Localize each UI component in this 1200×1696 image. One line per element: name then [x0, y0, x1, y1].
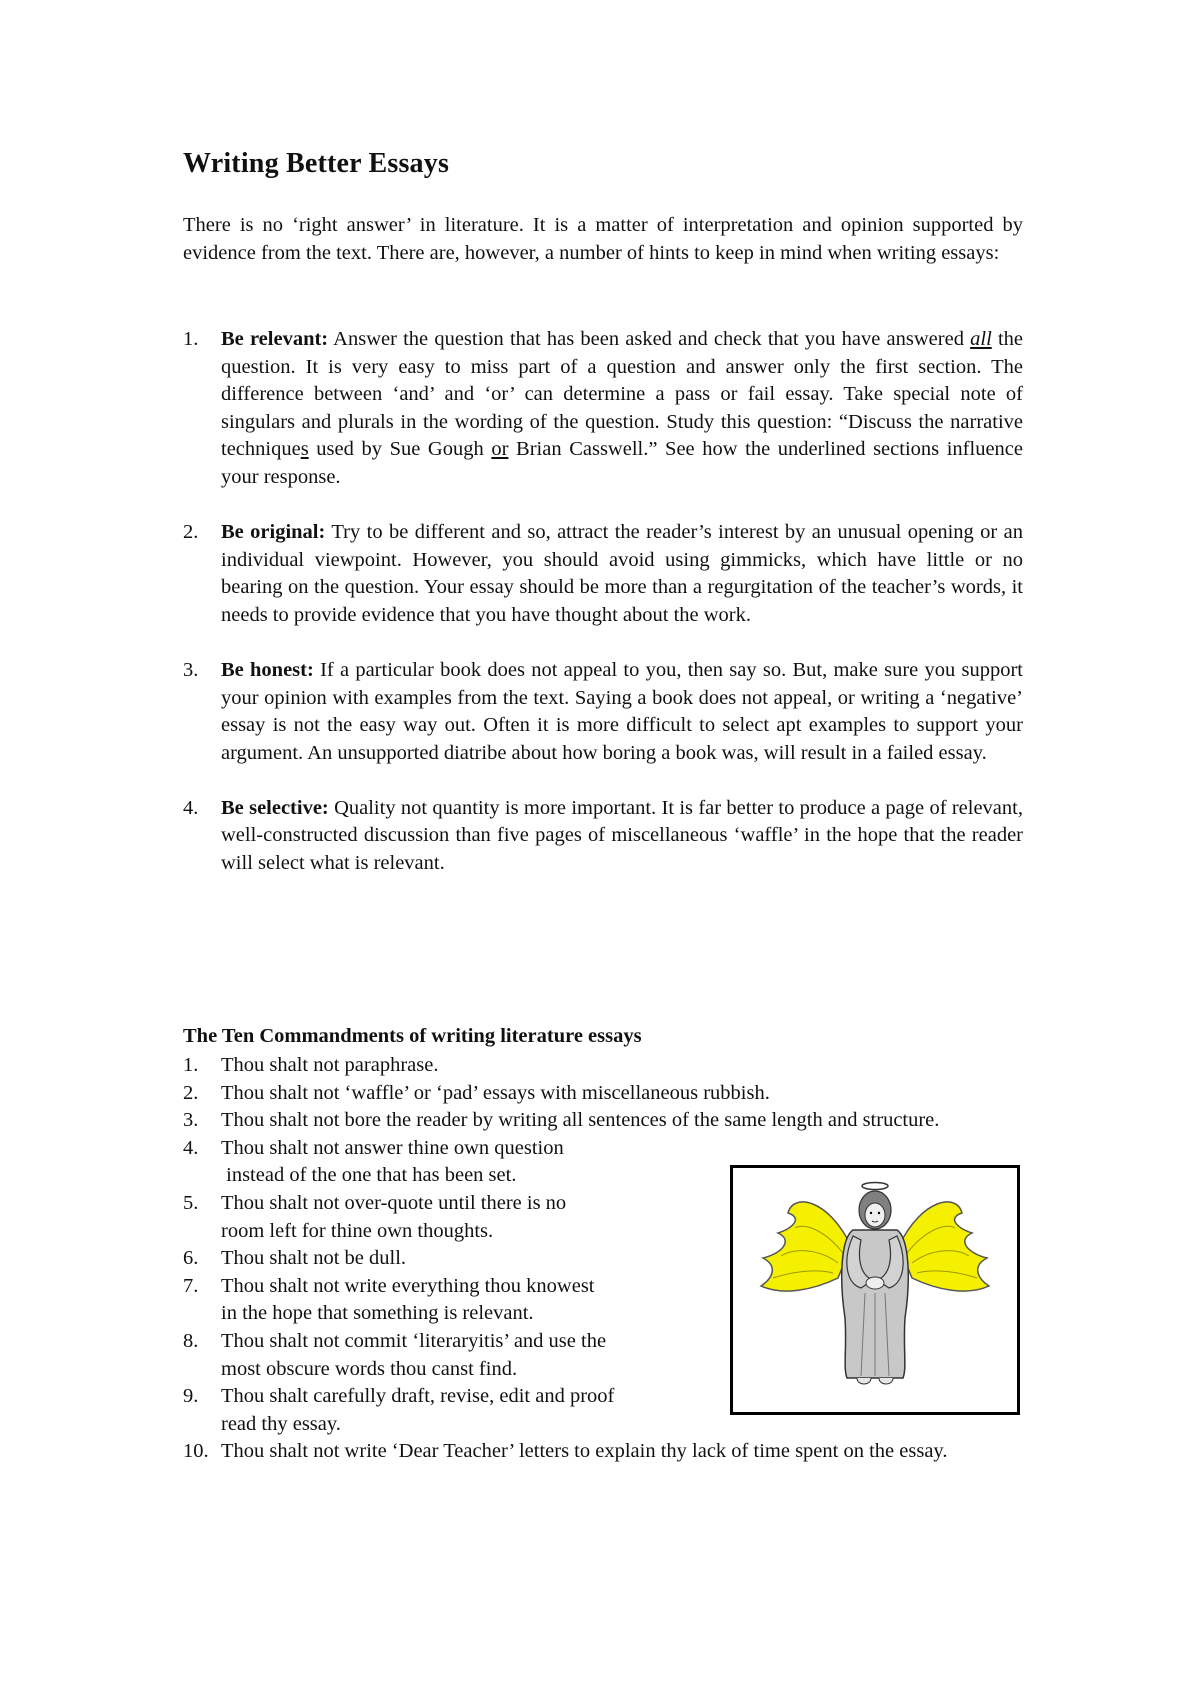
hint-heading: Be honest:: [221, 658, 314, 681]
commandment-item: [183, 1135, 691, 1190]
hint-item-original: [183, 519, 1023, 629]
commandment-item: [183, 1438, 1023, 1466]
commandment-number: 8.: [183, 1329, 199, 1352]
commandment-text-cont: in the hope that something is relevant.: [221, 1302, 534, 1325]
halo: [862, 1183, 888, 1190]
commandment-item: [183, 1080, 1023, 1108]
commandments-heading: The Ten Commandments of writing literature essays: [183, 1025, 642, 1047]
commandment-text: Thou shalt not commit ‘literaryitis’ and use the: [221, 1329, 607, 1352]
commandment-number: 2.: [183, 1081, 199, 1104]
commandment-item: [183, 1328, 691, 1383]
hint-text: Answer the question that has been asked and check that you have answered: [328, 328, 971, 350]
commandment-number: 6.: [183, 1247, 199, 1270]
commandment-number: 10.: [183, 1440, 209, 1463]
commandment-item: [183, 1245, 691, 1273]
hint-number: 3.: [183, 658, 199, 681]
commandment-text-cont: read thy essay.: [221, 1412, 341, 1435]
hint-heading: Be relevant:: [221, 328, 329, 350]
hint-heading: Be selective:: [221, 796, 329, 819]
commandment-text: Thou shalt not answer thine own question: [221, 1136, 564, 1159]
commandment-text-cont: most obscure words thou canst find.: [221, 1357, 518, 1380]
commandment-item: [183, 1052, 1023, 1080]
hint-heading: Be original:: [221, 521, 326, 544]
commandment-number: 5.: [183, 1191, 199, 1214]
angel-icon: [733, 1168, 1017, 1412]
angel-illustration: [730, 1165, 1020, 1415]
hints-list: [183, 326, 1023, 905]
intro-paragraph: There is no ‘right answer’ in literature. It is a matter of interpretation and opinion supported by evidence from the text. There are, however, a number of hints to keep in mind when writing essays:: [183, 214, 1023, 264]
commandment-item: [183, 1383, 691, 1438]
commandment-item: [183, 1273, 691, 1328]
commandment-text-cont: instead of the one that has been set.: [221, 1164, 517, 1187]
hint-text: Try to be different and so, attract the reader’s interest by an unusual opening or an individual viewpoint. However, you should avoid using gimmicks, which have little or no bearing on the question. Your essay should be more than a regurgitation of the teacher’s words, it needs to provide evidence that you have thought about the work.: [221, 521, 1023, 626]
hint-number: 1.: [183, 328, 199, 350]
hint-text: Brian Casswell.” See how the underlined sections influence your response.: [221, 438, 1023, 488]
commandment-text: Thou shalt not write everything thou knowest: [221, 1274, 595, 1297]
commandment-text: Thou shalt not over-quote until there is no: [221, 1191, 567, 1214]
commandment-text: Thou shalt carefully draft, revise, edit and proof: [221, 1385, 615, 1408]
commandment-item: [183, 1190, 691, 1245]
hint-emphasis: all: [970, 328, 992, 350]
commandment-text-cont: room left for thine own thoughts.: [221, 1219, 494, 1242]
commandment-number: 9.: [183, 1385, 199, 1408]
hint-text: the question. It is very easy to miss part of a question and answer only the first section. The difference between ‘and’ and ‘or’ can determine a pass or fail essay. Take special note of singulars and plurals in the wording of the question. Study this question: “Discuss the narrative technique: [221, 328, 1023, 461]
commandment-item: [183, 1107, 1023, 1135]
hint-item-relevant: [183, 326, 1023, 492]
commandment-number: 3.: [183, 1109, 199, 1132]
commandment-text: Thou shalt not paraphrase.: [221, 1054, 439, 1076]
commandment-number: 7.: [183, 1274, 199, 1297]
hint-number: 4.: [183, 796, 199, 819]
hint-number: 2.: [183, 521, 199, 544]
hint-item-selective: [183, 795, 1023, 878]
commandment-text: Thou shalt not bore the reader by writing all sentences of the same length and structure.: [221, 1109, 940, 1132]
hint-underline: s: [300, 438, 309, 461]
commandment-number: 1.: [183, 1054, 199, 1076]
hint-text: used by Sue Gough: [308, 438, 492, 461]
commandment-number: 4.: [183, 1136, 199, 1159]
hint-underline: or: [491, 438, 509, 461]
page-title: Writing Better Essays: [183, 148, 450, 179]
hint-text: If a particular book does not appeal to you, then say so. But, make sure you support your opinion with examples from the text. Saying a book does not appeal, or writing a ‘negative’ essay is not the easy way out. Often it is more difficult to select apt examples to support your argument. An unsupported diatribe about how boring a book was, will result in a failed essay.: [221, 658, 1023, 764]
hint-text: Quality not quantity is more important. It is far better to produce a page of relevant, well-constructed discussion than five pages of miscellaneous ‘waffle’ in the hope that the reader will select what is relevant.: [221, 796, 1023, 874]
commandment-text: Thou shalt not ‘waffle’ or ‘pad’ essays with miscellaneous rubbish.: [221, 1081, 770, 1104]
commandment-text: Thou shalt not be dull.: [221, 1247, 407, 1270]
hint-item-honest: [183, 657, 1023, 767]
commandment-text: Thou shalt not write ‘Dear Teacher’ letters to explain thy lack of time spent on the essay.: [221, 1440, 948, 1463]
